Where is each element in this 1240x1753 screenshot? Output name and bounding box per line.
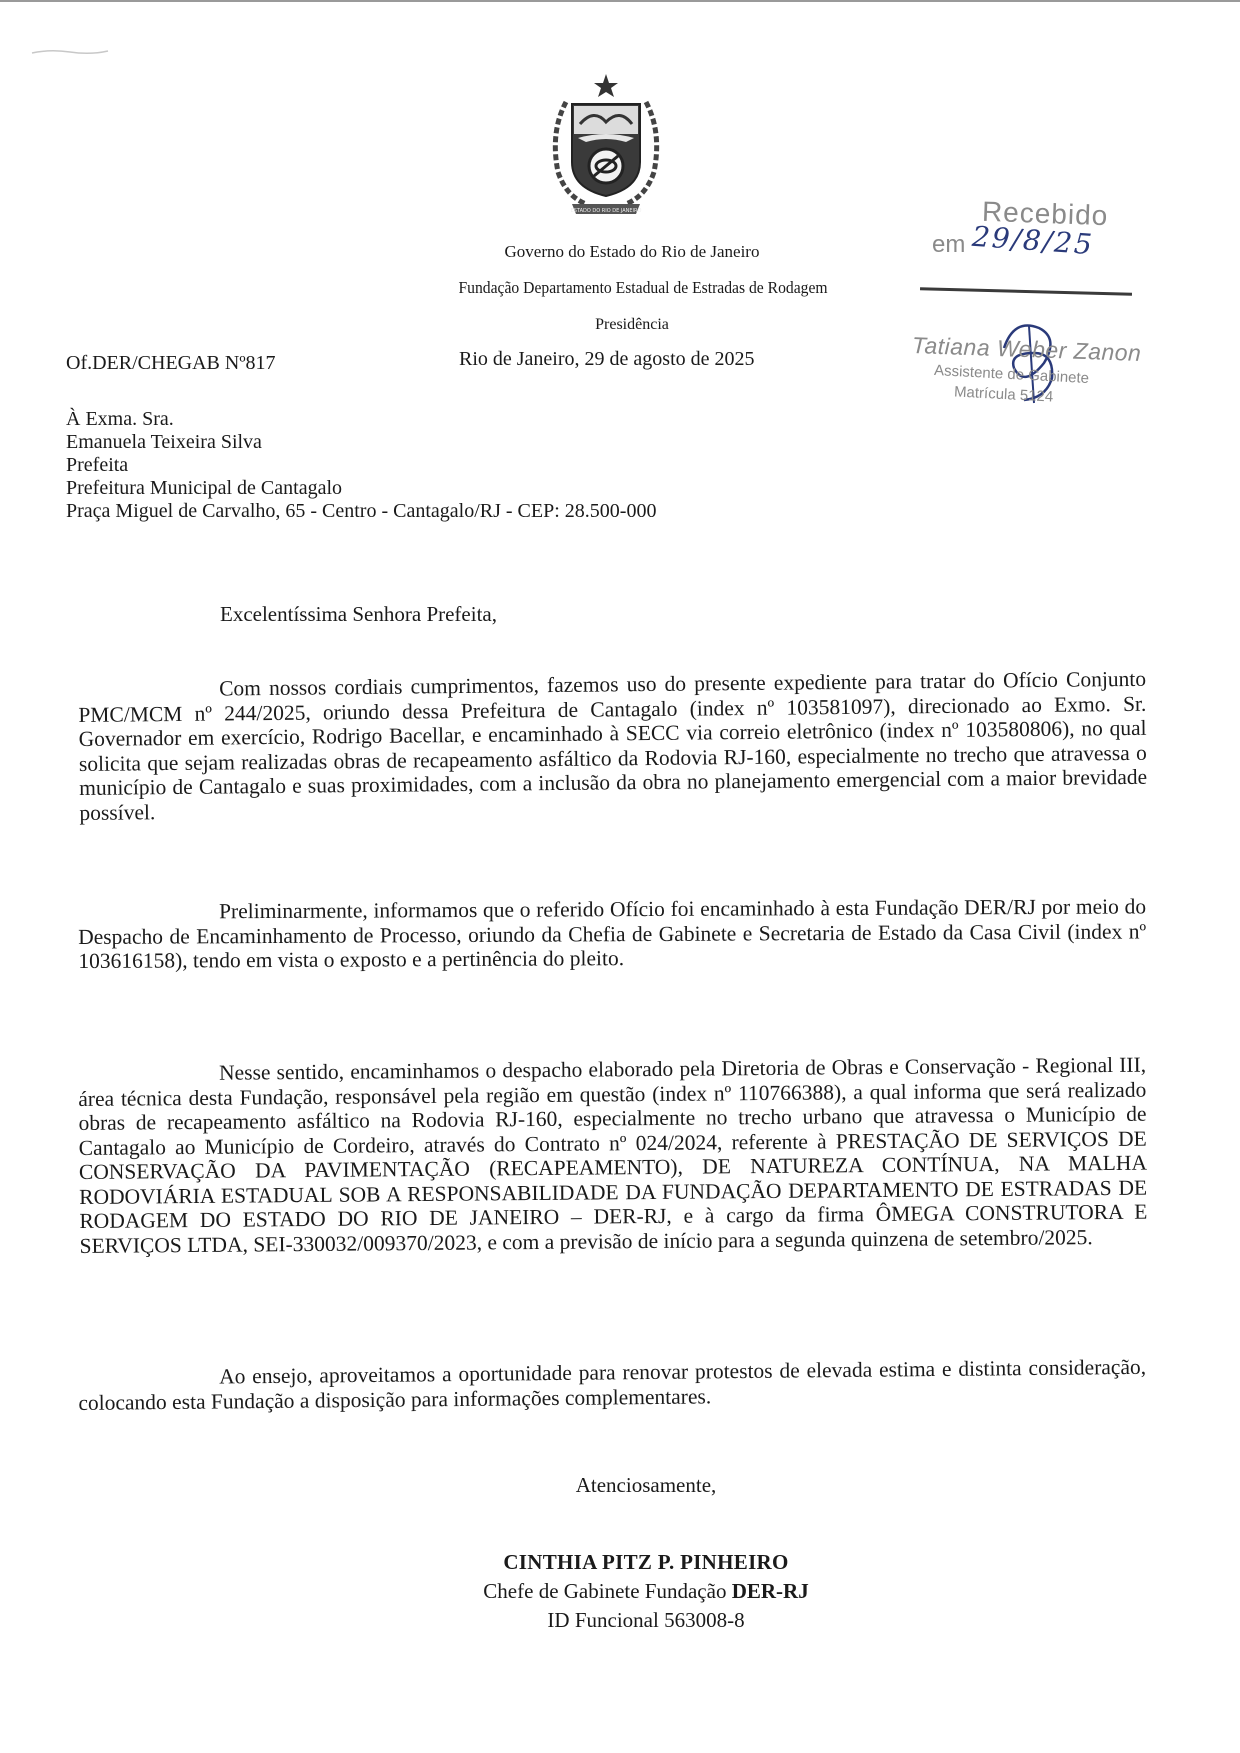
addressee-title: Prefeita bbox=[66, 454, 129, 476]
body-paragraph-3: Nesse sentido, encaminhamos o despacho elaborado pela Diretoria de Obras e Conservação - Regional III, área técnica desta Fundação, responsável pela região em questão (index nº 110766388), a qual informa que será realizado obras de recapeamento asfáltico na Rodovia RJ-160, especialmente no trecho urbano que atravessa o Município de Cantagalo ao Município de Cordeiro, através do Contrato nº 024/2024, referente à PRESTAÇÃO DE SERVIÇOS DE CONSERVAÇÃO DA PAVIMENTAÇÃO (RECAPEAMENTO), DE NATUREZA CONTÍNUA, NA MALHA RODOVIÁRIA ESTADUAL SOB A RESPONSABILIDADE DA FUNDAÇÃO DEPARTAMENTO DE ESTRADAS DE RODAGEM DO ESTADO DO RIO DE JANEIRO – DER-RJ, e à cargo da firma ÔMEGA CONSTRUTORA E SERVIÇOS LTDA, SEI-330032/009370/2023, e com a previsão de início para a segunda quinzena de setembro/2025. bbox=[78, 1052, 1148, 1258]
body-paragraph-4: Ao ensejo, aproveitamos a oportunidade para renovar protestos de elevada estima e distinta consideração, colocando esta Fundação a disposição para informações complementares. bbox=[78, 1354, 1147, 1415]
header-presidency: Presidência bbox=[595, 316, 669, 333]
signer-id: ID Funcional 563008-8 bbox=[547, 1608, 745, 1632]
stamp-name: Tatiana Weber Zanon bbox=[911, 332, 1142, 366]
coat-of-arms-ribbon: ESTADO DO RIO DE JANEIRO bbox=[570, 208, 642, 214]
coat-of-arms-icon bbox=[536, 72, 676, 220]
header-foundation: Fundação Departamento Estadual de Estradas de Rodagem bbox=[458, 278, 828, 297]
addressee-address: Praça Miguel de Carvalho, 65 - Centro - Cantagalo/RJ - CEP: 28.500-000 bbox=[66, 500, 657, 522]
header-government: Governo do Estado do Rio de Janeiro bbox=[504, 242, 760, 261]
closing: Atenciosamente, bbox=[575, 1473, 717, 1497]
place-and-date: Rio de Janeiro, 29 de agosto de 2025 bbox=[459, 348, 755, 370]
signer-role-prefix: Chefe de Gabinete Fundação bbox=[483, 1579, 732, 1603]
document-reference: Of.DER/CHEGAB Nº817 bbox=[66, 352, 276, 374]
addressee-salutation: À Exma. Sra. bbox=[66, 408, 174, 430]
body-paragraph-2: Preliminarmente, informamos que o referido Ofício foi encaminhado à esta Fundação DER/RJ por meio do Despacho de Encaminhamento de Processo, oriundo da Chefia de Gabinete e Secretaria de Estado da Casa Civil (index nº 103616158), tendo em vista o exposto e a pertinência do pleito. bbox=[78, 894, 1147, 973]
signer-name: CINTHIA PITZ P. PINHEIRO bbox=[503, 1550, 789, 1574]
stamp-signature-line bbox=[920, 287, 1132, 296]
stamp-prefix: em bbox=[932, 231, 966, 258]
stamp-registration: Matrícula 5124 bbox=[953, 383, 1054, 406]
addressee-block bbox=[66, 408, 656, 523]
signer-role bbox=[52, 1577, 1240, 1606]
stamp-role: Assistente de Gabinete bbox=[933, 361, 1090, 388]
greeting: Excelentíssima Senhora Prefeita, bbox=[220, 602, 497, 626]
received-stamp bbox=[910, 195, 1142, 418]
signer-role-org: DER-RJ bbox=[731, 1579, 809, 1603]
stamp-handwritten-date: 29/8/25 bbox=[970, 219, 1095, 262]
scan-edge-line bbox=[0, 0, 1240, 2]
body-paragraph-1: Com nossos cordiais cumprimentos, fazemos uso do presente expediente para tratar do Ofício Conjunto PMC/MCM nº 244/2025, oriundo dessa Prefeitura de Cantagalo (index nº 103581097), direcionado ao Exmo. Sr. Governador em exercício, Rodrigo Bacellar, e encaminhado à SECC via correio eletrônico (index nº 103580806), no qual solicita que sejam realizadas obras de recapeamento asfáltico da Rodovia RJ-160, especialmente no trecho que atravessa o município de Cantagalo e suas proximidades, com a inclusão da obra no planejamento emergencial com a maior brevidade possível. bbox=[78, 666, 1148, 825]
addressee-name: Emanuela Teixeira Silva bbox=[66, 431, 262, 453]
addressee-organization: Prefeitura Municipal de Cantagalo bbox=[66, 477, 343, 499]
signature-block bbox=[0, 1548, 1240, 1635]
stamp-received-label: Recebido bbox=[981, 195, 1109, 232]
scan-artifact-mark bbox=[30, 45, 110, 59]
